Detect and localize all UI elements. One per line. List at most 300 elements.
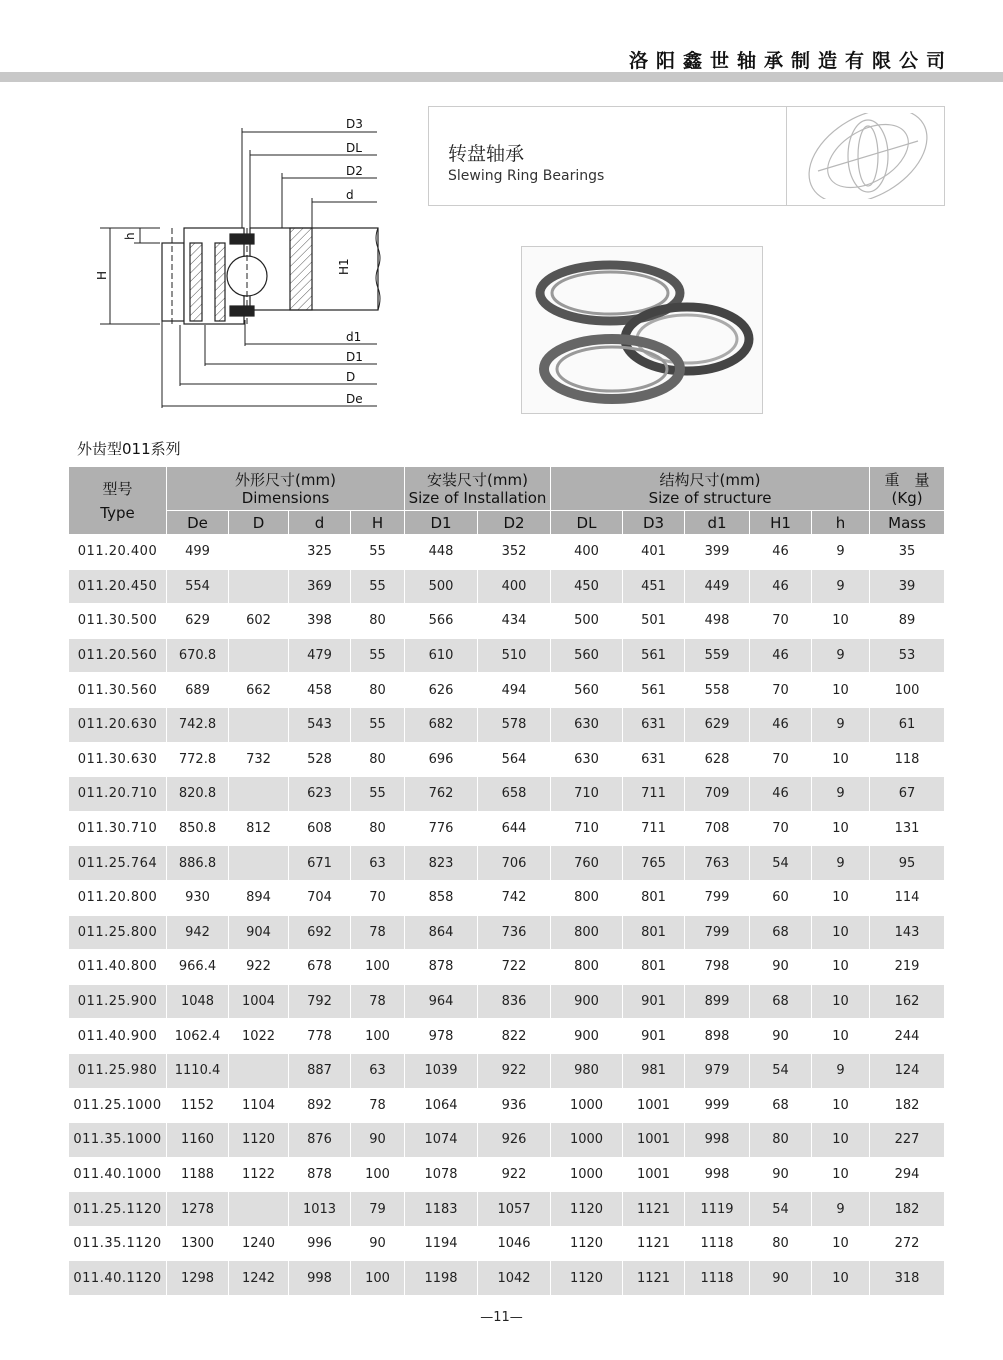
table-cell: 1078 [405, 1157, 478, 1192]
table-cell: 998 [685, 1123, 750, 1158]
table-cell: 61 [870, 707, 945, 742]
table-cell: 10 [812, 1157, 870, 1192]
table-cell: 1120 [229, 1123, 289, 1158]
table-cell: 709 [685, 777, 750, 812]
table-cell: 131 [870, 811, 945, 846]
table-cell: 182 [870, 1192, 945, 1227]
label-d1: d1 [346, 330, 362, 344]
table-cell: 561 [623, 638, 685, 673]
table-cell [229, 569, 289, 604]
table-cell: 800 [551, 880, 623, 915]
table-cell: 926 [478, 1123, 551, 1158]
table-cell: 901 [623, 1019, 685, 1054]
col-mass: Mass [870, 511, 945, 535]
table-cell: 448 [405, 535, 478, 570]
table-cell: 623 [289, 777, 351, 812]
table-cell: 658 [478, 777, 551, 812]
table-cell: 630 [551, 707, 623, 742]
table-cell: 629 [167, 604, 229, 639]
table-cell [229, 535, 289, 570]
label-De: De [346, 392, 363, 406]
table-cell: 823 [405, 846, 478, 881]
table-cell: 900 [551, 1019, 623, 1054]
header-structure-en: Size of structure [648, 488, 772, 507]
table-cell: 399 [685, 535, 750, 570]
table-cell: 812 [229, 811, 289, 846]
table-cell: 10 [812, 811, 870, 846]
table-cell: 887 [289, 1053, 351, 1088]
cell-type: 011.25.980 [69, 1053, 167, 1088]
cell-type: 011.40.1120 [69, 1261, 167, 1296]
cell-type: 011.20.400 [69, 535, 167, 570]
col-H1: H1 [750, 511, 812, 535]
table-cell: 1298 [167, 1261, 229, 1296]
table-cell: 1194 [405, 1226, 478, 1261]
table-cell: 1062.4 [167, 1019, 229, 1054]
label-DL: DL [346, 141, 362, 155]
table-cell: 736 [478, 915, 551, 950]
col-D1: D1 [405, 511, 478, 535]
table-cell: 1104 [229, 1088, 289, 1123]
table-cell: 162 [870, 984, 945, 1019]
table-cell: 90 [750, 1157, 812, 1192]
table-row [69, 1261, 945, 1296]
table-cell: 9 [812, 846, 870, 881]
table-cell: 46 [750, 777, 812, 812]
product-photo-image [522, 247, 762, 413]
table-cell: 10 [812, 1019, 870, 1054]
table-cell: 763 [685, 846, 750, 881]
col-h: h [812, 511, 870, 535]
table-cell: 878 [289, 1157, 351, 1192]
table-cell: 1074 [405, 1123, 478, 1158]
table-cell: 9 [812, 1053, 870, 1088]
table-cell: 886.8 [167, 846, 229, 881]
table-cell: 10 [812, 880, 870, 915]
table-cell [229, 777, 289, 812]
table-cell: 820.8 [167, 777, 229, 812]
table-cell: 1022 [229, 1019, 289, 1054]
table-cell: 494 [478, 673, 551, 708]
table-cell: 662 [229, 673, 289, 708]
label-D3: D3 [346, 117, 363, 131]
table-cell: 10 [812, 604, 870, 639]
table-cell: 352 [478, 535, 551, 570]
table-cell: 876 [289, 1123, 351, 1158]
table-cell: 1240 [229, 1226, 289, 1261]
table-cell: 800 [551, 950, 623, 985]
header-installation-en: Size of Installation [408, 488, 547, 507]
table-cell: 930 [167, 880, 229, 915]
header-mass [870, 467, 945, 511]
table-cell: 1001 [623, 1123, 685, 1158]
table-cell: 850.8 [167, 811, 229, 846]
table-cell: 564 [478, 742, 551, 777]
table-cell: 55 [351, 777, 405, 812]
table-cell: 46 [750, 707, 812, 742]
table-cell: 68 [750, 1088, 812, 1123]
table-cell [229, 707, 289, 742]
table-cell: 78 [351, 984, 405, 1019]
table-cell: 1004 [229, 984, 289, 1019]
table-cell: 936 [478, 1088, 551, 1123]
header-bar [0, 72, 1003, 82]
table-cell: 90 [750, 1261, 812, 1296]
table-cell: 499 [167, 535, 229, 570]
table-cell: 1001 [623, 1157, 685, 1192]
table-row [69, 1157, 945, 1192]
table-cell: 696 [405, 742, 478, 777]
table-cell: 836 [478, 984, 551, 1019]
table-cell: 566 [405, 604, 478, 639]
table-cell: 400 [478, 569, 551, 604]
header-type [69, 467, 167, 535]
label-h: h [123, 232, 137, 240]
table-cell: 70 [351, 880, 405, 915]
table-cell: 800 [551, 915, 623, 950]
table-cell: 9 [812, 535, 870, 570]
table-cell: 55 [351, 569, 405, 604]
table-cell: 70 [750, 742, 812, 777]
table-row [69, 1053, 945, 1088]
table-cell: 894 [229, 880, 289, 915]
table-cell: 1001 [623, 1088, 685, 1123]
table-cell: 55 [351, 638, 405, 673]
table-cell: 901 [623, 984, 685, 1019]
table-cell: 80 [750, 1123, 812, 1158]
table-cell: 1000 [551, 1123, 623, 1158]
table-cell: 978 [405, 1019, 478, 1054]
table-cell: 369 [289, 569, 351, 604]
header-dimensions-cn: 外形尺寸(mm) [235, 470, 336, 489]
table-cell: 60 [750, 880, 812, 915]
table-cell: 35 [870, 535, 945, 570]
table-cell: 1121 [623, 1226, 685, 1261]
cell-type: 011.20.560 [69, 638, 167, 673]
cell-type: 011.40.1000 [69, 1157, 167, 1192]
table-cell: 706 [478, 846, 551, 881]
table-cell: 981 [623, 1053, 685, 1088]
table-cell: 629 [685, 707, 750, 742]
table-cell: 602 [229, 604, 289, 639]
table-cell: 578 [478, 707, 551, 742]
product-photo [521, 246, 763, 414]
table-cell: 55 [351, 707, 405, 742]
table-cell: 9 [812, 1192, 870, 1227]
table-row [69, 604, 945, 639]
table-row [69, 1123, 945, 1158]
label-D1: D1 [346, 350, 363, 364]
table-cell: 46 [750, 569, 812, 604]
table-cell: 68 [750, 984, 812, 1019]
cell-type: 011.20.710 [69, 777, 167, 812]
table-cell: 610 [405, 638, 478, 673]
table-cell: 670.8 [167, 638, 229, 673]
header-dimensions [167, 467, 405, 511]
table-cell: 501 [623, 604, 685, 639]
cell-type: 011.30.630 [69, 742, 167, 777]
table-cell: 100 [351, 950, 405, 985]
table-cell: 9 [812, 569, 870, 604]
col-DL: DL [551, 511, 623, 535]
table-cell: 998 [289, 1261, 351, 1296]
table-cell: 799 [685, 915, 750, 950]
table-cell: 10 [812, 915, 870, 950]
table-cell: 892 [289, 1088, 351, 1123]
col-D: D [229, 511, 289, 535]
table-cell: 554 [167, 569, 229, 604]
table-cell: 543 [289, 707, 351, 742]
cell-type: 011.30.560 [69, 673, 167, 708]
table-cell: 710 [551, 811, 623, 846]
table-cell: 100 [870, 673, 945, 708]
table-cell: 1242 [229, 1261, 289, 1296]
table-row [69, 846, 945, 881]
title-chinese: 转盘轴承 [448, 143, 525, 165]
label-H1: H1 [337, 258, 351, 275]
cell-type: 011.35.1000 [69, 1123, 167, 1158]
cell-type: 011.25.764 [69, 846, 167, 881]
table-cell: 90 [750, 1019, 812, 1054]
cell-type: 011.20.450 [69, 569, 167, 604]
table-cell: 449 [685, 569, 750, 604]
table-cell: 1198 [405, 1261, 478, 1296]
table-row [69, 535, 945, 570]
table-cell: 900 [551, 984, 623, 1019]
table-cell: 1160 [167, 1123, 229, 1158]
cell-type: 011.25.1120 [69, 1192, 167, 1227]
table-cell: 626 [405, 673, 478, 708]
table-cell: 1152 [167, 1088, 229, 1123]
table-cell: 54 [750, 846, 812, 881]
table-cell: 78 [351, 1088, 405, 1123]
header-type-en: Type [100, 503, 135, 522]
table-cell: 904 [229, 915, 289, 950]
table-row [69, 1192, 945, 1227]
table-row [69, 742, 945, 777]
table-cell: 692 [289, 915, 351, 950]
table-cell: 9 [812, 777, 870, 812]
table-row [69, 638, 945, 673]
table-cell: 89 [870, 604, 945, 639]
table-cell: 68 [750, 915, 812, 950]
table-cell: 63 [351, 846, 405, 881]
table-cell: 54 [750, 1192, 812, 1227]
table-cell: 10 [812, 1123, 870, 1158]
table-cell: 799 [685, 880, 750, 915]
table-row [69, 811, 945, 846]
col-De: De [167, 511, 229, 535]
table-cell: 772.8 [167, 742, 229, 777]
table-cell: 1046 [478, 1226, 551, 1261]
table-cell: 1120 [551, 1192, 623, 1227]
table-cell: 80 [351, 742, 405, 777]
table-cell: 54 [750, 1053, 812, 1088]
table-cell: 10 [812, 1261, 870, 1296]
cell-type: 011.25.900 [69, 984, 167, 1019]
table-cell: 608 [289, 811, 351, 846]
table-cell: 434 [478, 604, 551, 639]
table-cell: 922 [478, 1157, 551, 1192]
col-d1: d1 [685, 511, 750, 535]
table-cell: 80 [351, 811, 405, 846]
table-cell: 9 [812, 707, 870, 742]
table-cell: 500 [405, 569, 478, 604]
bearing-cross-section-diagram [90, 110, 390, 415]
bearing-sketch-icon [798, 113, 938, 199]
table-cell: 1039 [405, 1053, 478, 1088]
table-cell: 711 [623, 777, 685, 812]
label-d: d [346, 188, 354, 202]
title-english: Slewing Ring Bearings [448, 168, 605, 184]
table-cell: 1300 [167, 1226, 229, 1261]
cell-type: 011.35.1120 [69, 1226, 167, 1261]
table-cell: 722 [478, 950, 551, 985]
header-mass-cn: 重 量 [884, 470, 930, 489]
table-cell: 10 [812, 950, 870, 985]
cell-type: 011.30.710 [69, 811, 167, 846]
table-cell: 801 [623, 880, 685, 915]
table-cell: 79 [351, 1192, 405, 1227]
table-cell: 708 [685, 811, 750, 846]
table-cell: 458 [289, 673, 351, 708]
table-row [69, 880, 945, 915]
table-cell: 70 [750, 604, 812, 639]
table-cell [229, 846, 289, 881]
table-cell: 1120 [551, 1226, 623, 1261]
table-cell: 559 [685, 638, 750, 673]
table-cell: 1118 [685, 1261, 750, 1296]
table-cell: 90 [351, 1123, 405, 1158]
table-cell: 90 [351, 1226, 405, 1261]
cell-type: 011.20.800 [69, 880, 167, 915]
label-D: D [346, 370, 356, 384]
table-row [69, 915, 945, 950]
table-cell: 78 [351, 915, 405, 950]
col-D2: D2 [478, 511, 551, 535]
table-cell: 776 [405, 811, 478, 846]
table-cell: 118 [870, 742, 945, 777]
table-cell: 1110.4 [167, 1053, 229, 1088]
table-cell: 762 [405, 777, 478, 812]
table-cell: 114 [870, 880, 945, 915]
header-type-cn: 型号 [102, 479, 133, 498]
col-D3: D3 [623, 511, 685, 535]
table-cell: 90 [750, 950, 812, 985]
table-cell: 1120 [551, 1261, 623, 1296]
table-cell: 561 [623, 673, 685, 708]
label-H: H [95, 270, 109, 280]
table-cell: 801 [623, 950, 685, 985]
table-cell: 979 [685, 1053, 750, 1088]
table-cell: 689 [167, 673, 229, 708]
table-cell [229, 1053, 289, 1088]
table-cell: 801 [623, 915, 685, 950]
table-cell: 498 [685, 604, 750, 639]
cell-type: 011.20.630 [69, 707, 167, 742]
table-cell: 732 [229, 742, 289, 777]
table-cell: 560 [551, 638, 623, 673]
header-installation-cn: 安装尺寸(mm) [427, 470, 528, 489]
table-cell: 631 [623, 742, 685, 777]
header-structure-cn: 结构尺寸(mm) [659, 470, 761, 489]
table-cell: 964 [405, 984, 478, 1019]
table-row [69, 673, 945, 708]
table-cell: 451 [623, 569, 685, 604]
series-title: 外齿型011系列 [77, 440, 181, 458]
table-cell [229, 1192, 289, 1227]
table-cell: 100 [351, 1019, 405, 1054]
table-row [69, 777, 945, 812]
table-cell: 100 [351, 1157, 405, 1192]
table-row [69, 707, 945, 742]
table-cell [229, 638, 289, 673]
table-cell: 998 [685, 1157, 750, 1192]
cell-type: 011.40.900 [69, 1019, 167, 1054]
table-cell: 100 [351, 1261, 405, 1296]
table-cell: 792 [289, 984, 351, 1019]
header-mass-unit: (Kg) [891, 488, 923, 507]
table-cell: 500 [551, 604, 623, 639]
specification-table [68, 466, 945, 1296]
table-cell: 704 [289, 880, 351, 915]
table-cell: 678 [289, 950, 351, 985]
table-cell: 479 [289, 638, 351, 673]
table-cell: 682 [405, 707, 478, 742]
table-cell: 10 [812, 984, 870, 1019]
table-cell: 227 [870, 1123, 945, 1158]
cell-type: 011.40.800 [69, 950, 167, 985]
table-cell: 46 [750, 535, 812, 570]
table-cell: 9 [812, 638, 870, 673]
table-cell: 1057 [478, 1192, 551, 1227]
table-cell: 70 [750, 673, 812, 708]
table-cell: 63 [351, 1053, 405, 1088]
table-cell: 864 [405, 915, 478, 950]
page-number: —11— [480, 1310, 523, 1325]
table-cell: 711 [623, 811, 685, 846]
table-row [69, 569, 945, 604]
table-cell: 1121 [623, 1192, 685, 1227]
header-structure [551, 467, 870, 511]
table-cell: 10 [812, 1088, 870, 1123]
table-cell: 628 [685, 742, 750, 777]
table-cell: 630 [551, 742, 623, 777]
table-cell: 1278 [167, 1192, 229, 1227]
table-cell: 560 [551, 673, 623, 708]
table-cell: 124 [870, 1053, 945, 1088]
table-cell: 1013 [289, 1192, 351, 1227]
table-cell: 765 [623, 846, 685, 881]
col-d: d [289, 511, 351, 535]
header-dimensions-en: Dimensions [241, 488, 330, 507]
table-cell: 1183 [405, 1192, 478, 1227]
table-cell: 1000 [551, 1088, 623, 1123]
table-cell: 80 [351, 673, 405, 708]
table-cell: 742 [478, 880, 551, 915]
table-cell: 1064 [405, 1088, 478, 1123]
table-cell: 631 [623, 707, 685, 742]
title-box [428, 106, 945, 206]
table-cell: 1042 [478, 1261, 551, 1296]
table-cell: 742.8 [167, 707, 229, 742]
cell-type: 011.30.500 [69, 604, 167, 639]
table-cell: 528 [289, 742, 351, 777]
table-cell: 53 [870, 638, 945, 673]
table-cell: 1122 [229, 1157, 289, 1192]
table-cell: 1119 [685, 1192, 750, 1227]
table-cell: 510 [478, 638, 551, 673]
